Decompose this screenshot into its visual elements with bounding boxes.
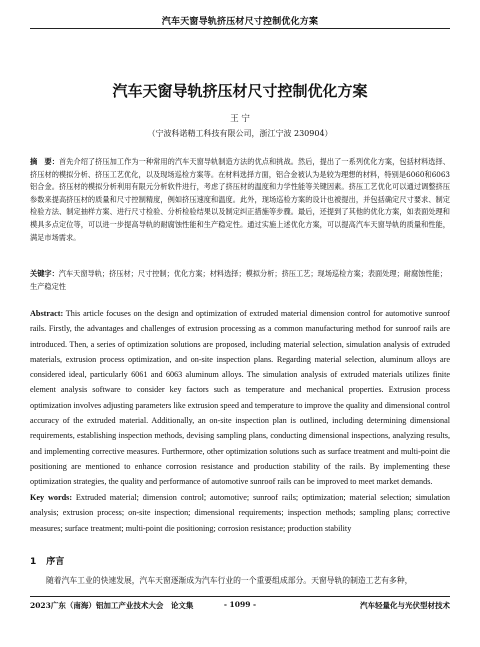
section-body-text: 随着汽车工业的快速发展，汽车天窗逐渐成为汽车行业的一个重要组成部分。天窗导轨的制造工艺有多种， xyxy=(46,576,413,585)
page-number: - 1099 - xyxy=(223,600,257,609)
abstract-en-text: This article focuses on the design and optimization of extruded material dimension control for automotive sunroof rails. Firstly, the advantages and challenges of extrusion processing as a common manufacturing method for sunroof rails are introduced. Then, a series of optimization solutions are proposed, including material selection, simulation analysis of extruded materials, extrusion process optimization, and on-site inspection plans. Regarding material selection, aluminum alloys are considered ideal, particularly 6061 and 6063 aluminum alloys. The simulation analysis of extruded materials utilizes finite element analysis software to consider key factors such as temperature and mechanical properties. Extrusion process optimization involves adjusting parameters like extrusion speed and temperature to improve the quality and dimensional control accuracy of the extruded material. Additionally, an on-site inspection plan is outlined, including determining dimensional requirements, establishing inspection methods, devising sampling plans, conducting dimensional inspections, analyzing results, and implementing corrective measures. Furthermore, other optimization solutions such as surface treatment and multi-point die positioning are mentioned to enhance corrosion resistance and production stability of the rails. By implementing these optimization strategies, the quality and performance of automotive sunroof rails can be improved to meet market demands. xyxy=(30,309,450,487)
paper-title: 汽车天窗导轨挤压材尺寸控制优化方案 xyxy=(112,82,368,100)
section-heading xyxy=(30,554,64,567)
footer-rule xyxy=(30,596,450,597)
abstract-en-label: Abstract: xyxy=(30,309,64,318)
keywords-en xyxy=(30,490,450,536)
header-rule xyxy=(30,28,450,29)
affiliation: （宁波科诺精工科技有限公司，浙江宁波 230904） xyxy=(147,129,333,138)
section-title: 序言 xyxy=(46,557,65,567)
section-number: 1 xyxy=(30,557,37,567)
keywords-en-label: Key words: xyxy=(30,493,73,502)
abstract-cn xyxy=(30,156,450,244)
footer-proceedings: 2023广东（南海）铝加工产业技术大会 论文集 xyxy=(30,601,194,610)
keywords-en-text: Extruded material; dimension control; automotive; sunroof rails; optimization; material selection; simulation analysis; extrusion process; on-site inspection; dimensional requirements; inspection methods; sampling plans; corrective measures; surface treatment; multi-point die positioning; corrosion resistance; production stability xyxy=(30,493,451,533)
keywords-cn-label: 关键字： xyxy=(30,269,59,278)
footer-section: 汽车轻量化与光伏型材技术 xyxy=(360,601,450,610)
author: 王 宁 xyxy=(230,114,250,124)
running-header: 汽车天窗导轨挤压材尺寸控制优化方案 xyxy=(161,17,319,27)
abstract-cn-label: 摘 要： xyxy=(30,157,59,166)
keywords-cn-text: 汽车天窗导轨；挤压材；尺寸控制；优化方案；材料选择；模拟分析；挤压工艺；现场巡检方案；表面处理；耐腐蚀性能；生产稳定性 xyxy=(30,269,447,291)
keywords-cn xyxy=(30,268,450,293)
abstract-en xyxy=(30,306,450,490)
abstract-cn-text: 首先介绍了挤压加工作为一种常用的汽车天窗导轨制造方法的优点和挑战。然后，提出了一系列优化方案，包括材料选择、挤压材的模拟分析、挤压工艺优化，以及现场巡检方案等。在材料选择方面，铝合金被认为是较为理想的材料，特别是6060和6063铝合金。挤压材的模拟分析利用有限元分析软件进行，考虑了挤压材的温度和力学性能等关键因素。挤压工艺优化可以通过调整挤压参数来提高挤压材的质量和尺寸控制精度，例如挤压速度和温度。此外，现场巡检方案的设计也被提出，并包括确定尺寸要求、制定检验方法、制定抽样方案、进行尺寸检验、分析检验结果以及制定纠正措施等步骤。最后，还提到了其他的优化方案，如表面处理和模具多点定位等，可以进一步提高导轨的耐腐蚀性能和生产稳定性。通过实施上述优化方案，可以提高汽车天窗导轨的质量和性能，满足市场需求。 xyxy=(30,157,450,242)
